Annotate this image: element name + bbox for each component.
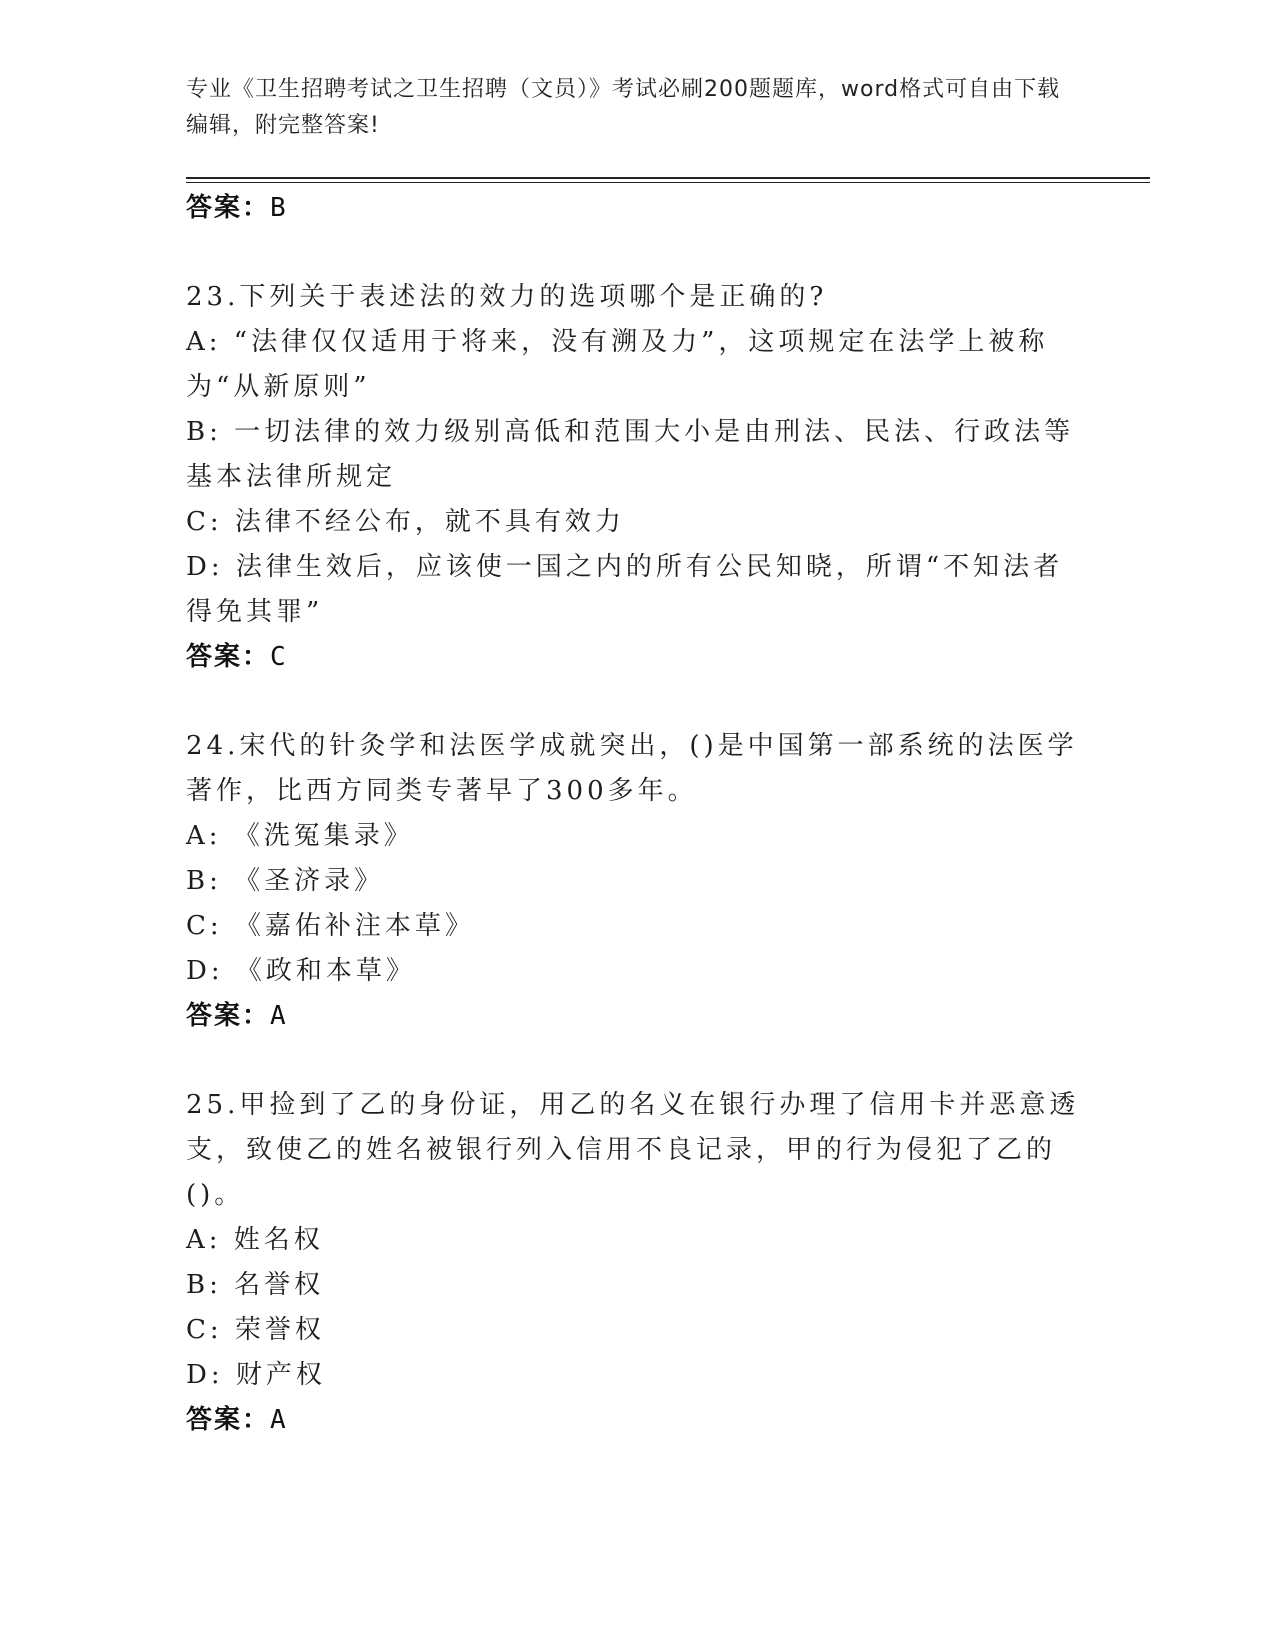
answer-value: B bbox=[270, 193, 288, 223]
question-23 bbox=[186, 275, 1086, 680]
question-24 bbox=[186, 724, 1086, 1039]
answer-label: 答案： bbox=[186, 642, 271, 672]
answer-line bbox=[186, 635, 1086, 680]
answer-value: C bbox=[270, 642, 288, 672]
option-c: C: 荣誉权 bbox=[186, 1315, 325, 1345]
option-c: C: 法律不经公布，就不具有效力 bbox=[186, 507, 625, 537]
question-stem: 25.甲捡到了乙的身份证，用乙的名义在银行办理了信用卡并恶意透支，致使乙的姓名被银行列入信用不良记录，甲的行为侵犯了乙的()。 bbox=[186, 1090, 1080, 1210]
option-a: A: 姓名权 bbox=[186, 1225, 324, 1255]
option-b: B: 一切法律的效力级别高低和范围大小是由刑法、民法、行政法等基本法律所规定 bbox=[186, 417, 1075, 492]
answer-line bbox=[186, 994, 1086, 1039]
option-b: B: 《圣济录》 bbox=[186, 866, 385, 896]
answer-label: 答案： bbox=[186, 193, 271, 223]
answer-label: 答案： bbox=[186, 1001, 271, 1031]
answer-line bbox=[186, 1398, 1086, 1443]
option-d: D: 法律生效后，应该使一国之内的所有公民知晓，所谓“不知法者得免其罪” bbox=[186, 552, 1064, 627]
option-a: A: “法律仅仅适用于将来，没有溯及力”，这项规定在法学上被称为“从新原则” bbox=[186, 327, 1049, 402]
answer-value: A bbox=[270, 1001, 288, 1031]
question-content bbox=[186, 186, 1086, 1443]
option-c: C: 《嘉佑补注本草》 bbox=[186, 911, 475, 941]
answer-line-prev bbox=[186, 186, 1086, 231]
question-25 bbox=[186, 1083, 1086, 1443]
answer-value: A bbox=[270, 1405, 288, 1435]
document-header: 专业《卫生招聘考试之卫生招聘（文员）》考试必刷200题题库，word格式可自由下载编辑，附完整答案! bbox=[186, 77, 1061, 138]
header-divider-thin bbox=[186, 182, 1150, 183]
option-b: B: 名誉权 bbox=[186, 1270, 325, 1300]
question-stem: 23.下列关于表述法的效力的选项哪个是正确的? bbox=[186, 282, 828, 312]
option-d: D: 《政和本草》 bbox=[186, 956, 416, 986]
option-a: A: 《洗冤集录》 bbox=[186, 821, 414, 851]
answer-label: 答案： bbox=[186, 1405, 271, 1435]
header-divider-thick bbox=[186, 177, 1150, 179]
question-stem: 24.宋代的针灸学和法医学成就突出，()是中国第一部系统的法医学著作，比西方同类专著早了300多年。 bbox=[186, 731, 1078, 806]
option-d: D: 财产权 bbox=[186, 1360, 326, 1390]
